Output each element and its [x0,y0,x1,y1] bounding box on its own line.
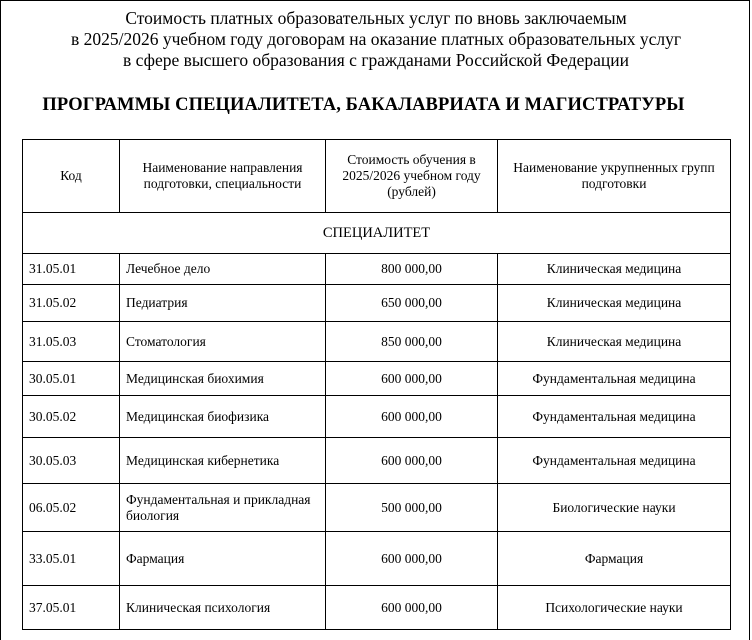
cell-group: Психологические науки [498,586,731,630]
cell-name: Фундаментальная и прикладная биология [120,484,326,532]
document-title [0,8,752,71]
cell-cost: 850 000,00 [326,322,498,362]
title-line: в сфере высшего образования с гражданами Российской Федерации [122,50,629,70]
section-heading: ПРОГРАММЫ СПЕЦИАЛИТЕТА, БАКАЛАВРИАТА И МАГИСТРАТУРЫ [42,95,685,115]
table-row [23,285,731,322]
cell-name: Клиническая психология [120,586,326,630]
cell-name: Педиатрия [120,285,326,322]
cell-name: Стоматология [120,322,326,362]
cell-code: 30.05.01 [23,362,120,396]
cell-code: 31.05.02 [23,285,120,322]
table-row [23,438,731,484]
cell-code: 30.05.03 [23,438,120,484]
table-row [23,322,731,362]
table-header-row [23,140,731,213]
cell-group: Клиническая медицина [498,254,731,285]
cell-group: Фундаментальная медицина [498,438,731,484]
cell-name: Фармация [120,532,326,586]
table-row [23,254,731,285]
cell-group: Фармация [498,532,731,586]
cell-group: Клиническая медицина [498,285,731,322]
cell-code: 06.05.02 [23,484,120,532]
table-row [23,484,731,532]
cell-cost: 600 000,00 [326,438,498,484]
cell-code: 31.05.01 [23,254,120,285]
table-subheading-row [23,213,731,254]
cell-cost: 600 000,00 [326,396,498,438]
fees-table [22,139,731,630]
table-subheading: СПЕЦИАЛИТЕТ [23,213,731,254]
title-line: Стоимость платных образовательных услуг по вновь заключаемым [125,8,627,28]
header-cost: Стоимость обучения в 2025/2026 учебном году (рублей) [326,140,498,213]
cell-cost: 600 000,00 [326,532,498,586]
cell-cost: 650 000,00 [326,285,498,322]
table-row [23,396,731,438]
cell-code: 30.05.02 [23,396,120,438]
cell-group: Фундаментальная медицина [498,396,731,438]
cell-name: Медицинская биофизика [120,396,326,438]
header-name: Наименование направления подготовки, специальности [120,140,326,213]
cell-cost: 800 000,00 [326,254,498,285]
cell-code: 31.05.03 [23,322,120,362]
cell-name: Лечебное дело [120,254,326,285]
cell-code: 33.05.01 [23,532,120,586]
cell-group: Клиническая медицина [498,322,731,362]
cell-code: 37.05.01 [23,586,120,630]
header-code: Код [23,140,120,213]
cell-name: Медицинская кибернетика [120,438,326,484]
header-group: Наименование укрупненных групп подготовки [498,140,731,213]
table-row [23,586,731,630]
cell-cost: 500 000,00 [326,484,498,532]
title-line: в 2025/2026 учебном году договорам на оказание платных образовательных услуг [70,29,682,49]
cell-group: Биологические науки [498,484,731,532]
table-row [23,532,731,586]
cell-group: Фундаментальная медицина [498,362,731,396]
cell-name: Медицинская биохимия [120,362,326,396]
table-row [23,362,731,396]
cell-cost: 600 000,00 [326,362,498,396]
cell-cost: 600 000,00 [326,586,498,630]
